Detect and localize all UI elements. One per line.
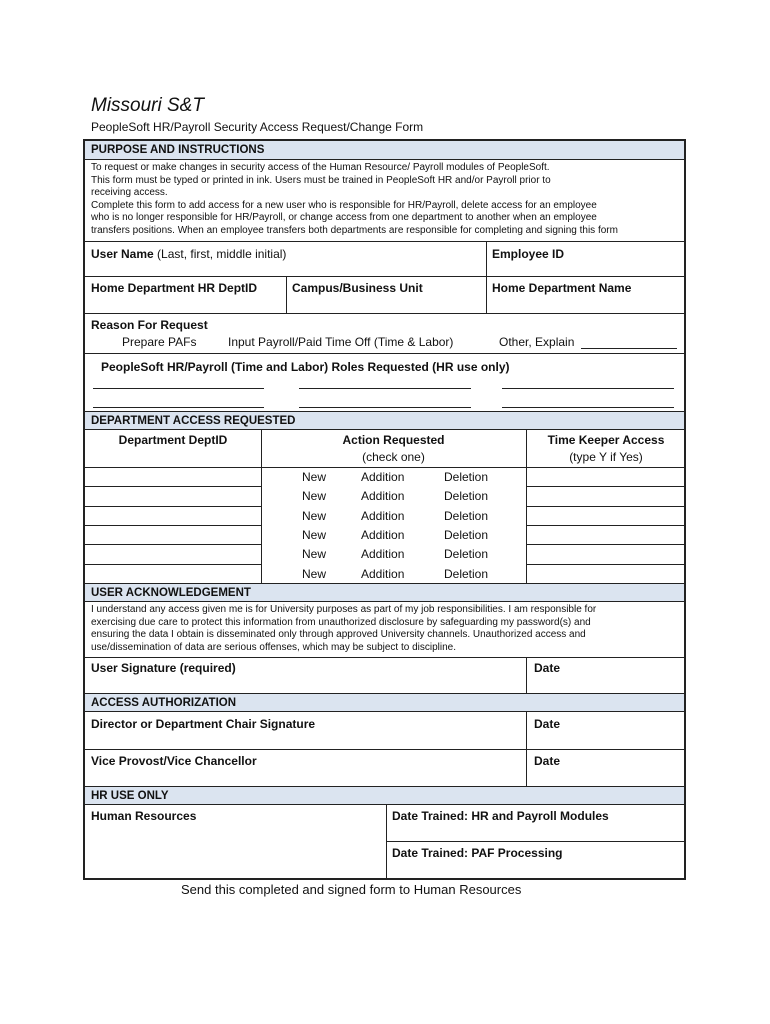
- divider: [85, 353, 684, 354]
- vice-provost-date-field[interactable]: Date: [534, 754, 561, 768]
- employee-id-field[interactable]: Employee ID: [492, 247, 565, 261]
- divider: [85, 467, 684, 468]
- ack-text: [91, 604, 596, 654]
- divider: [85, 486, 262, 487]
- action-new[interactable]: New: [302, 470, 327, 484]
- form-title: PeopleSoft HR/Payroll Security Access Request/Change Form: [91, 120, 424, 134]
- divider: [526, 486, 684, 487]
- action-new[interactable]: New: [302, 509, 327, 523]
- role-line[interactable]: [502, 388, 674, 389]
- human-resources-field[interactable]: Human Resources: [91, 809, 197, 823]
- action-addition[interactable]: Addition: [361, 547, 405, 561]
- user-name-hint: (Last, first, middle initial): [157, 247, 287, 261]
- auth-heading: ACCESS AUTHORIZATION: [85, 693, 684, 712]
- purpose-line: who is no longer responsible for HR/Payroll, or change access from one department to another when an employee: [91, 212, 597, 223]
- divider: [85, 749, 684, 750]
- security-access-form: [83, 139, 686, 880]
- action-new[interactable]: New: [302, 528, 327, 542]
- col-action: Action Requested: [342, 433, 445, 447]
- reason-option-paf[interactable]: Prepare PAFs: [122, 335, 197, 349]
- ack-line: ensuring the data I obtain is disseminated only through approved University channels. Unauthorized access and: [91, 629, 586, 640]
- action-deletion[interactable]: Deletion: [444, 489, 489, 503]
- divider: [85, 525, 262, 526]
- vice-provost-signature-field[interactable]: Vice Provost/Vice Chancellor: [91, 754, 257, 768]
- divider: [85, 313, 684, 314]
- action-deletion[interactable]: Deletion: [444, 470, 489, 484]
- purpose-line: transfers positions. When an employee transfers both departments are responsible for completing and signing this form: [91, 224, 618, 236]
- reason-label: Reason For Request: [91, 318, 208, 332]
- user-name-field[interactable]: [91, 247, 286, 261]
- divider: [386, 805, 387, 880]
- director-signature-field[interactable]: Director or Department Chair Signature: [91, 717, 316, 731]
- divider: [85, 657, 684, 658]
- action-addition[interactable]: Addition: [361, 567, 405, 581]
- col-dept-id: Department DeptID: [118, 433, 228, 447]
- role-line[interactable]: [299, 407, 471, 408]
- divider: [486, 241, 487, 276]
- home-dept-id-field[interactable]: Home Department HR DeptID: [91, 281, 258, 295]
- divider: [85, 564, 262, 565]
- divider: [386, 841, 684, 842]
- reason-option-payroll[interactable]: Input Payroll/Paid Time Off (Time & Labor): [228, 335, 454, 349]
- date-trained-hr-field[interactable]: Date Trained: HR and Payroll Modules: [392, 809, 609, 823]
- purpose-heading: PURPOSE AND INSTRUCTIONS: [85, 141, 684, 160]
- role-line[interactable]: [502, 407, 674, 408]
- action-addition[interactable]: Addition: [361, 528, 405, 542]
- divider: [526, 544, 684, 545]
- user-signature-field[interactable]: User Signature (required): [91, 661, 236, 675]
- purpose-text: [91, 162, 618, 237]
- action-addition[interactable]: Addition: [361, 509, 405, 523]
- divider: [85, 241, 684, 242]
- ack-line: use/dissemination of data are serious offenses, which may be subject to discipline.: [91, 641, 457, 653]
- ack-heading: USER ACKNOWLEDGEMENT: [85, 583, 684, 602]
- purpose-line: This form must be typed or printed in ink. Users must be trained in PeopleSoft HR and/or Payroll prior to: [91, 174, 551, 186]
- action-deletion[interactable]: Deletion: [444, 528, 489, 542]
- col-action-sub: (check one): [362, 450, 425, 464]
- role-line[interactable]: [299, 388, 471, 389]
- action-addition[interactable]: Addition: [361, 489, 405, 503]
- action-new[interactable]: New: [302, 547, 327, 561]
- home-dept-name-field[interactable]: Home Department Name: [492, 281, 632, 295]
- footer-instruction: Send this completed and signed form to Human Resources: [181, 882, 522, 897]
- action-deletion[interactable]: Deletion: [444, 509, 489, 523]
- roles-label: PeopleSoft HR/Payroll (Time and Labor) Roles Requested (HR use only): [101, 360, 510, 374]
- director-date-field[interactable]: Date: [534, 717, 561, 731]
- action-deletion[interactable]: Deletion: [444, 567, 489, 581]
- purpose-line: receiving access.: [91, 187, 168, 198]
- purpose-line: Complete this form to add access for a new user who is responsible for HR/Payroll, delete access for an employee: [91, 199, 597, 211]
- role-line[interactable]: [93, 388, 264, 389]
- divider: [85, 506, 262, 507]
- divider: [526, 525, 684, 526]
- action-new[interactable]: New: [302, 489, 327, 503]
- dept-access-heading: DEPARTMENT ACCESS REQUESTED: [85, 411, 684, 430]
- reason-option-other[interactable]: Other, Explain: [499, 335, 575, 349]
- hr-heading: HR USE ONLY: [85, 786, 684, 805]
- action-deletion[interactable]: Deletion: [444, 547, 489, 561]
- date-trained-paf-field[interactable]: Date Trained: PAF Processing: [392, 846, 563, 860]
- divider: [486, 276, 487, 313]
- ack-line: exercising due care to protect this information from unauthorized disclosure by safeguarding my password(s) and: [91, 616, 591, 628]
- user-name-label: User Name: [91, 247, 154, 261]
- divider: [85, 544, 262, 545]
- user-date-field[interactable]: Date: [534, 661, 561, 675]
- ack-line: I understand any access given me is for University purposes as part of my job responsibilities. I am responsible for: [91, 604, 597, 615]
- action-new[interactable]: New: [302, 567, 327, 581]
- action-addition[interactable]: Addition: [361, 470, 405, 484]
- divider: [526, 657, 527, 693]
- role-line[interactable]: [93, 407, 264, 408]
- divider: [286, 276, 287, 313]
- col-timekeeper-sub: (type Y if Yes): [569, 450, 643, 464]
- col-timekeeper: Time Keeper Access: [547, 433, 665, 447]
- divider: [526, 506, 684, 507]
- campus-unit-field[interactable]: Campus/Business Unit: [292, 281, 423, 295]
- divider: [85, 276, 684, 277]
- other-explain-line[interactable]: [581, 348, 677, 349]
- divider: [526, 564, 684, 565]
- purpose-line: To request or make changes in security access of the Human Resource/ Payroll modules of PeopleSoft.: [91, 162, 550, 173]
- org-title: Missouri S&T: [91, 95, 204, 116]
